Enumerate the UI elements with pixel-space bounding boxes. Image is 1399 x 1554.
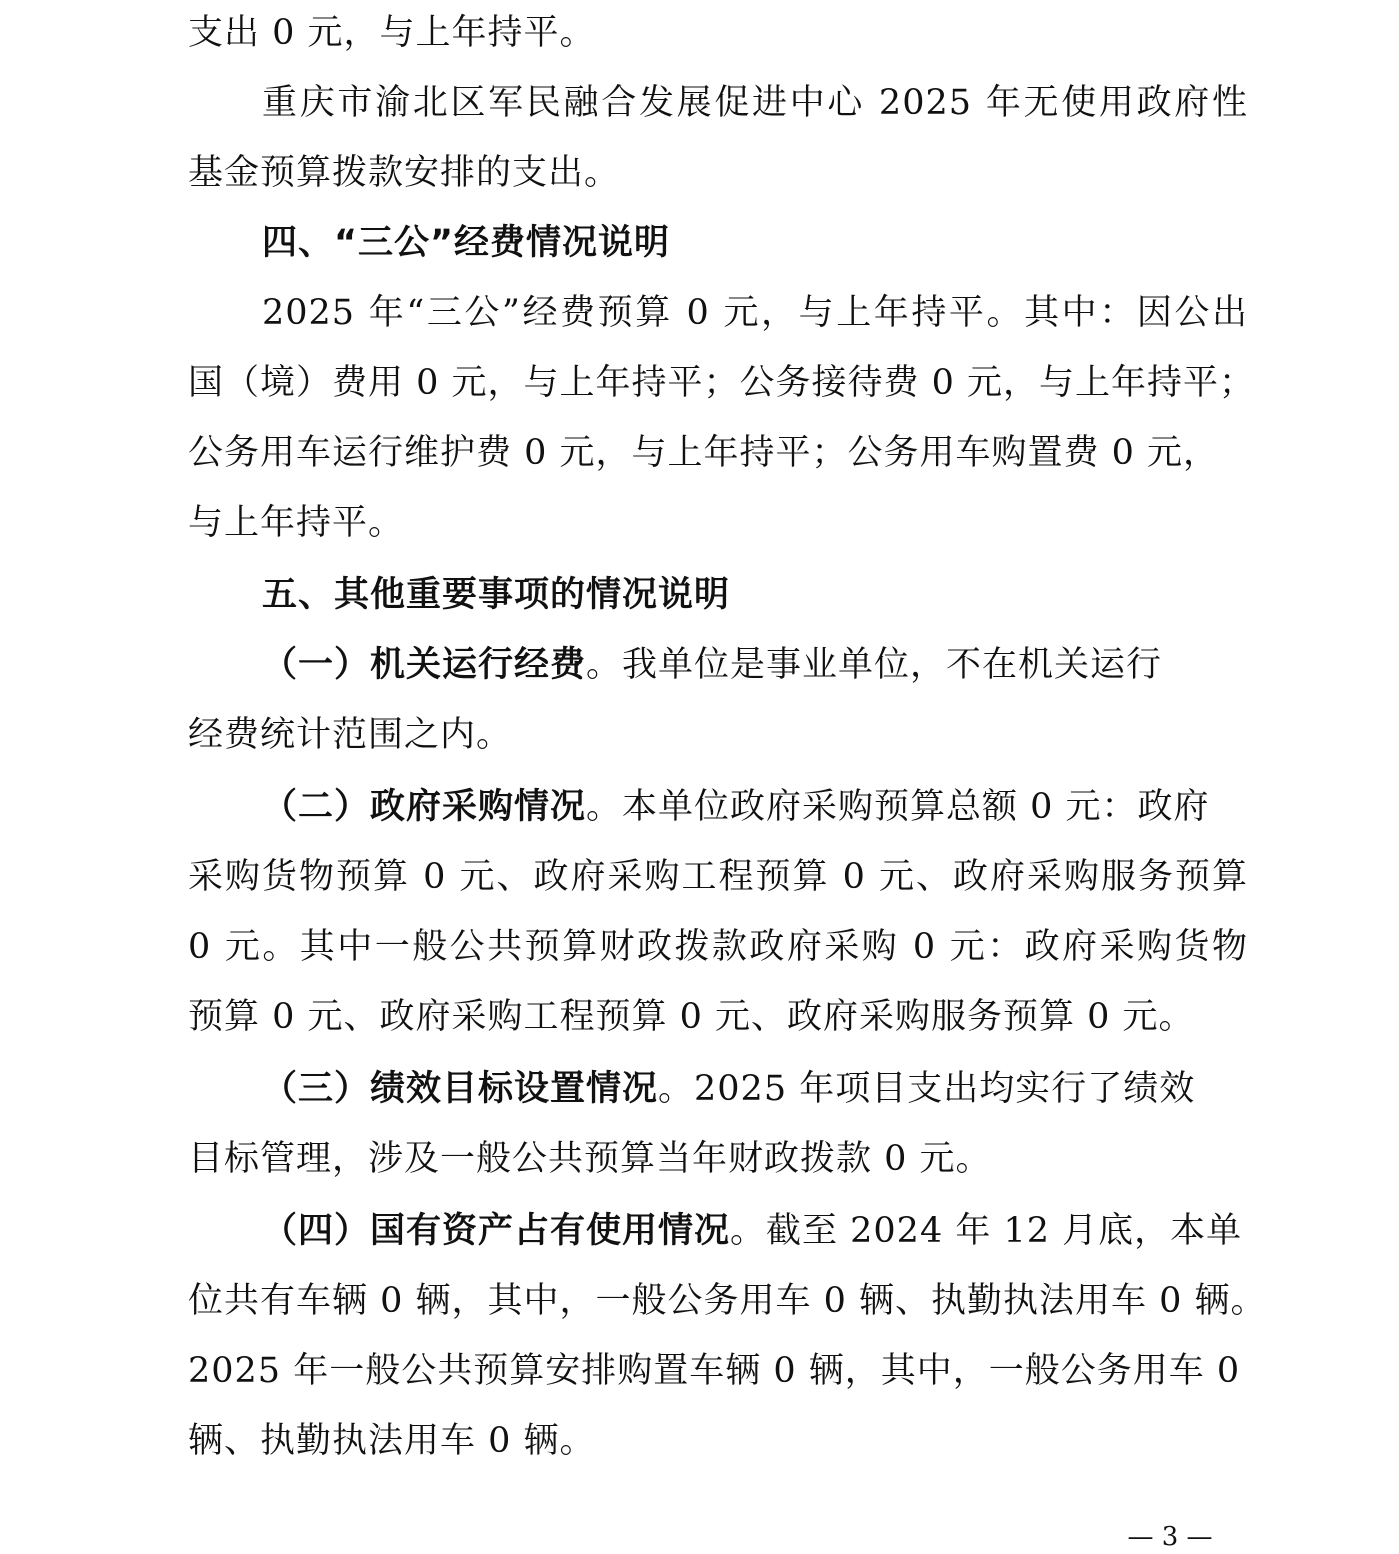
page-number: — 3 — (1127, 1522, 1213, 1552)
paragraph-text: 。我单位是事业单位，不在机关运行 (586, 645, 1163, 685)
paragraph-line: 与上年持平。 (188, 503, 405, 543)
paragraph-line: 0 元。其中一般公共预算财政拨款政府采购 0 元：政府采购货物 (188, 927, 1248, 967)
paragraph-line: 辆、执勤执法用车 0 辆。 (188, 1421, 596, 1461)
subsection-label: （二）政府采购情况 (262, 787, 587, 827)
paragraph-line: 国（境）费用 0 元，与上年持平；公务接待费 0 元，与上年持平； (188, 363, 1256, 403)
paragraph-line (262, 1066, 1248, 1112)
paragraph-line: 2025 年一般公共预算安排购置车辆 0 辆，其中，一般公务用车 0 (188, 1351, 1241, 1391)
paragraph-line (262, 642, 1248, 688)
paragraph-line: 位共有车辆 0 辆，其中，一般公务用车 0 辆、执勤执法用车 0 辆。 (188, 1281, 1267, 1321)
paragraph-text: 。截至 2024 年 12 月底，本单 (730, 1211, 1243, 1251)
paragraph-line: 预算 0 元、政府采购工程预算 0 元、政府采购服务预算 0 元。 (188, 997, 1195, 1037)
paragraph-line (262, 1208, 1248, 1254)
paragraph-line: 公务用车运行维护费 0 元，与上年持平；公务用车购置费 0 元， (188, 433, 1220, 473)
paragraph-line (262, 784, 1248, 830)
section-heading-other-matters: 五、其他重要事项的情况说明 (262, 575, 731, 615)
paragraph-line: 采购货物预算 0 元、政府采购工程预算 0 元、政府采购服务预算 (188, 857, 1248, 897)
paragraph-text: 。本单位政府采购预算总额 0 元：政府 (586, 787, 1210, 827)
paragraph-line: 重庆市渝北区军民融合发展促进中心 2025 年无使用政府性 (262, 83, 1248, 123)
paragraph-line: 2025 年“三公”经费预算 0 元，与上年持平。其中：因公出 (262, 293, 1248, 333)
subsection-label: （一）机关运行经费 (262, 645, 587, 685)
paragraph-line: 经费统计范围之内。 (188, 715, 513, 755)
section-heading-sangong: 四、“三公”经费情况说明 (262, 223, 671, 263)
paragraph-text: 。2025 年项目支出均实行了绩效 (658, 1069, 1196, 1109)
subsection-label: （四）国有资产占有使用情况 (262, 1211, 731, 1251)
paragraph-line: 基金预算拨款安排的支出。 (188, 153, 621, 193)
paragraph-line: 支出 0 元，与上年持平。 (188, 13, 596, 53)
subsection-label: （三）绩效目标设置情况 (262, 1069, 659, 1109)
paragraph-line: 目标管理，涉及一般公共预算当年财政拨款 0 元。 (188, 1139, 992, 1179)
